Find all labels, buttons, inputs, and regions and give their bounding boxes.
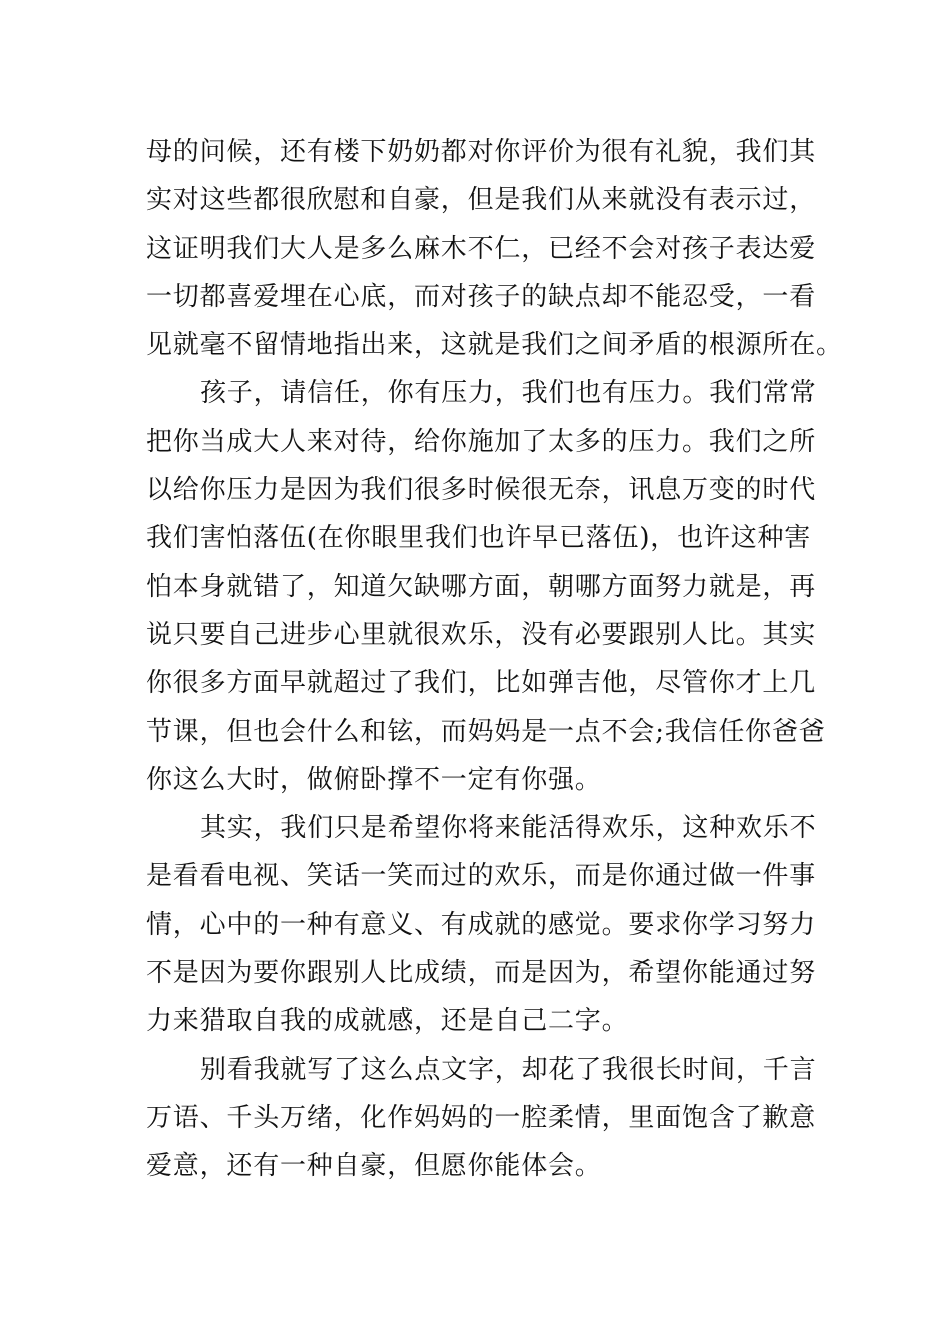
text-line: 你很多方面早就超过了我们，比如弹吉他，尽管你才上几 (146, 668, 817, 699)
text-line: 说只要自己进步心里就很欢乐，没有必要跟别人比。其实 (146, 619, 817, 650)
text-line: 母的问候，还有楼下奶奶都对你评价为很有礼貌，我们其 (146, 137, 817, 167)
paragraph-4 (146, 1046, 817, 1191)
text-line: 见就毫不留情地指出来，这就是我们之间矛盾的根源所在。 (146, 330, 843, 361)
text-line: 我们害怕落伍(在你眼里我们也许早已落伍)，也许这种害 (146, 523, 812, 554)
text-line: 爱意，还有一种自豪，但愿你能体会。 (146, 1151, 602, 1182)
paragraph-2 (146, 369, 826, 804)
text-line: 孩子，请信任，你有压力，我们也有压力。我们常常 (200, 378, 817, 409)
text-line: 一切都喜爱埋在心底，而对孩子的缺点却不能忍受，一看 (146, 281, 817, 312)
text-line: 其实，我们只是希望你将来能活得欢乐，这种欢乐不 (200, 813, 817, 844)
text-line: 别看我就写了这么点文字，却花了我很长时间，千言 (200, 1054, 817, 1085)
document-body (146, 128, 843, 1191)
text-line: 把你当成大人来对待，给你施加了太多的压力。我们之所 (146, 426, 817, 457)
text-line: 力来猎取自我的成就感，还是自己二字。 (146, 1006, 629, 1037)
text-line: 你这么大时，做俯卧撑不一定有你强。 (146, 764, 602, 795)
text-line: 这证明我们大人是多么麻木不仁，已经不会对孩子表达爱 (146, 233, 817, 264)
paragraph-1 (146, 128, 843, 369)
paragraph-3 (146, 804, 817, 1045)
text-line: 以给你压力是因为我们很多时候很无奈，讯息万变的时代 (146, 475, 817, 506)
text-line: 是看看电视、笑话一笑而过的欢乐，而是你通过做一件事 (146, 861, 817, 892)
text-line: 节课，但也会什么和铉，而妈妈是一点不会;我信任你爸爸 (146, 716, 826, 747)
text-line: 实对这些都很欣慰和自豪，但是我们从来就没有表示过， (146, 185, 817, 216)
text-line: 情，心中的一种有意义、有成就的感觉。要求你学习努力 (146, 909, 817, 940)
text-line: 不是因为要你跟别人比成绩，而是因为，希望你能通过努 (146, 958, 817, 989)
text-line: 万语、千头万绪，化作妈妈的一腔柔情，里面饱含了歉意 (146, 1102, 817, 1133)
text-line: 怕本身就错了，知道欠缺哪方面，朝哪方面努力就是，再 (146, 571, 817, 602)
